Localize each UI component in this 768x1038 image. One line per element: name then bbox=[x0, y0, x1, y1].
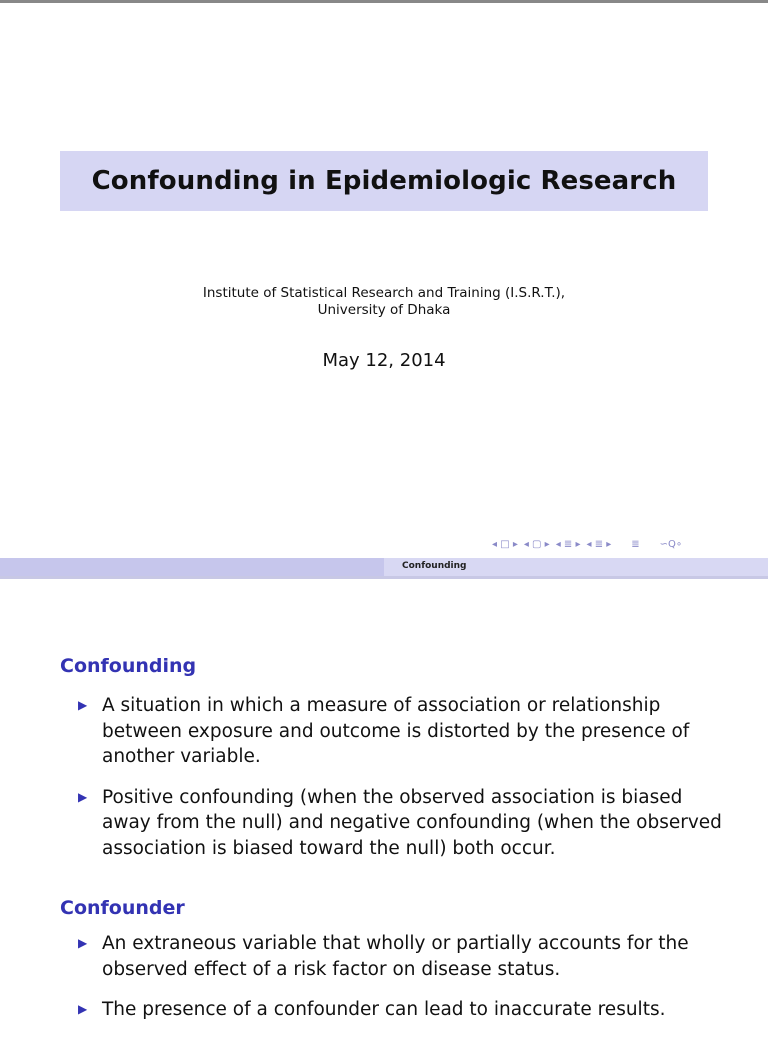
university-name: University of Dhaka bbox=[317, 302, 451, 318]
bullet-icon: ▶ bbox=[78, 1002, 88, 1016]
section-title-confounding: Confounding bbox=[60, 655, 197, 677]
nav-section-icon[interactable]: ◂ ≣ ▸ bbox=[555, 538, 581, 550]
bullet-icon: ▶ bbox=[78, 789, 88, 804]
bullet-text: A situation in which a measure of association or relationship between exposure and outcome is distorted by the presence of another variable. bbox=[102, 695, 690, 767]
nav-slide-icon[interactable]: ◂ ≣ ▸ bbox=[586, 538, 612, 550]
nav-appendix-icon[interactable]: ≣ bbox=[631, 538, 640, 550]
bullet-text: An extraneous variable that wholly or partially accounts for the observed effect of a risk factor on disease status. bbox=[102, 933, 689, 980]
confounding-bullets bbox=[78, 693, 728, 876]
footer-bar bbox=[0, 558, 768, 576]
list-item bbox=[78, 785, 728, 862]
bullet-text: Positive confounding (when the observed association is biased away from the null) and negative confounding (when the observed association is biased toward the null) both occur. bbox=[102, 786, 722, 859]
presentation-date: May 12, 2014 bbox=[322, 350, 446, 371]
footer-shadow bbox=[0, 576, 768, 579]
footer-title: Confounding bbox=[402, 561, 467, 571]
confounder-bullets bbox=[78, 931, 728, 1038]
institute-name: Institute of Statistical Research and Training (I.S.R.T.), bbox=[202, 285, 566, 301]
title-slide bbox=[0, 3, 768, 558]
bullet-icon: ▶ bbox=[78, 936, 88, 950]
section-title-confounder: Confounder bbox=[60, 897, 185, 919]
footer-left bbox=[0, 558, 384, 576]
list-item bbox=[78, 997, 728, 1023]
list-item bbox=[78, 931, 728, 982]
footer-right bbox=[384, 558, 768, 576]
bullet-text: The presence of a confounder can lead to inaccurate results. bbox=[102, 999, 666, 1020]
nav-subsection-icon[interactable]: ◂ ▢ ▸ bbox=[523, 538, 550, 550]
nav-frame-icon[interactable]: ◂ □ ▸ bbox=[492, 538, 518, 550]
slide-title: Confounding in Epidemiologic Research bbox=[91, 166, 677, 196]
list-item bbox=[78, 693, 728, 770]
institute-block bbox=[0, 285, 768, 319]
beamer-navigation bbox=[492, 537, 688, 551]
bullet-icon: ▶ bbox=[78, 698, 88, 712]
title-box bbox=[60, 151, 708, 211]
nav-search-icon[interactable]: ∽Q∘ bbox=[659, 538, 683, 550]
